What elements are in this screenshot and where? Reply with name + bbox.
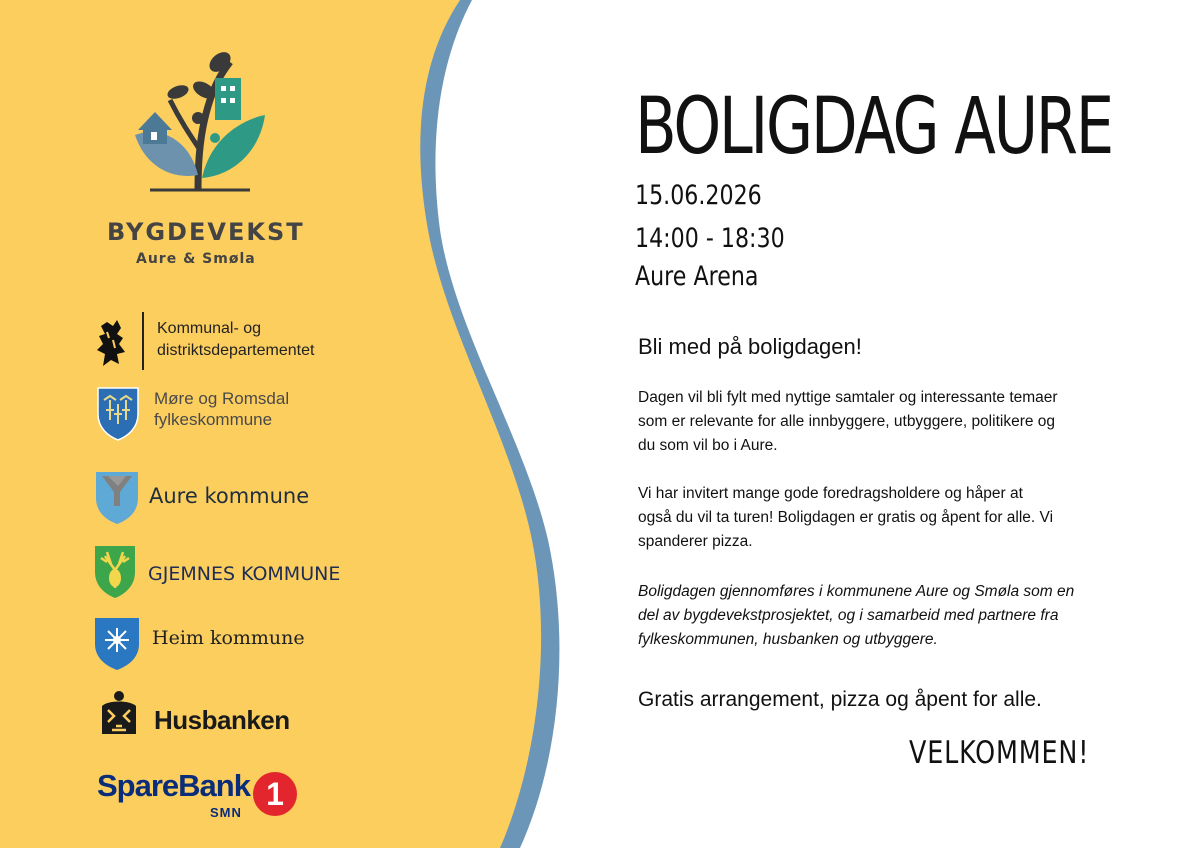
aure-coat-of-arms-icon bbox=[94, 470, 140, 526]
event-title: BOLIGDAG AURE bbox=[635, 82, 1112, 172]
bygdevekst-sub: Aure & Smøla bbox=[136, 251, 256, 267]
sparebank1-logo bbox=[97, 768, 317, 828]
kdd-line1: Kommunal- og bbox=[157, 320, 262, 337]
kdd-logo bbox=[95, 312, 355, 372]
kdd-line2: distriktsdepartementet bbox=[157, 342, 315, 359]
husbanken-name: Husbanken bbox=[154, 705, 290, 735]
aure-kommune-logo bbox=[94, 470, 334, 526]
more-coat-of-arms-icon bbox=[96, 386, 140, 442]
more-line2: fylkeskommune bbox=[154, 410, 273, 429]
event-venue: Aure Arena bbox=[635, 261, 759, 292]
sparebank-one-mark: 1 bbox=[266, 776, 284, 812]
heim-kommune-name: Heim kommune bbox=[152, 627, 305, 649]
bygdevekst-tree-icon bbox=[120, 40, 280, 200]
bygdevekst-name: BYGDEVEKST bbox=[107, 218, 305, 246]
more-og-romsdal-logo bbox=[96, 386, 336, 442]
sparebank-one-icon bbox=[253, 772, 297, 816]
paragraph-invite: Vi har invitert mange gode foredragsholdere og håper at også du vil ta turen! Boligdagen er gratis og åpent for alle. Vi spanderer pizza. bbox=[638, 485, 1054, 550]
bygdevekst-logo bbox=[107, 40, 305, 280]
gjemnes-kommune-name: GJEMNES KOMMUNE bbox=[148, 563, 341, 585]
gjemnes-coat-of-arms-icon bbox=[93, 544, 137, 600]
heim-kommune-logo bbox=[93, 616, 333, 672]
sparebank-name: SpareBank bbox=[97, 768, 250, 803]
closing-text: Gratis arrangement, pizza og åpent for alle. bbox=[638, 688, 1042, 711]
paragraph-project: Boligdagen gjennomføres i kommunene Aure og Smøla som en del av bygdevekstprosjektet, og i samarbeid med partnere fra fylkeskommunen, husbanken og utbyggere. bbox=[638, 583, 1075, 648]
kdd-divider bbox=[142, 312, 144, 370]
more-line1: Møre og Romsdal bbox=[154, 389, 290, 408]
husbanken-emblem-icon bbox=[96, 690, 142, 738]
paragraph-intro: Dagen vil bli fylt med nyttige samtaler og interessante temaer som er relevante for alle innbyggere, utbyggere, politikere og du som vil bo i Aure. bbox=[638, 389, 1058, 454]
lead-text: Bli med på boligdagen! bbox=[638, 334, 862, 359]
gjemnes-kommune-logo bbox=[93, 544, 353, 600]
event-date: 15.06.2026 bbox=[635, 180, 762, 211]
event-time: 14:00 - 18:30 bbox=[635, 223, 785, 254]
heim-coat-of-arms-icon bbox=[93, 616, 141, 672]
sparebank-sub: SMN bbox=[210, 805, 242, 820]
welcome-text: VELKOMMEN! bbox=[909, 735, 1090, 771]
husbanken-logo bbox=[96, 690, 316, 740]
lion-icon bbox=[95, 318, 129, 370]
aure-kommune-name: Aure kommune bbox=[149, 484, 310, 508]
